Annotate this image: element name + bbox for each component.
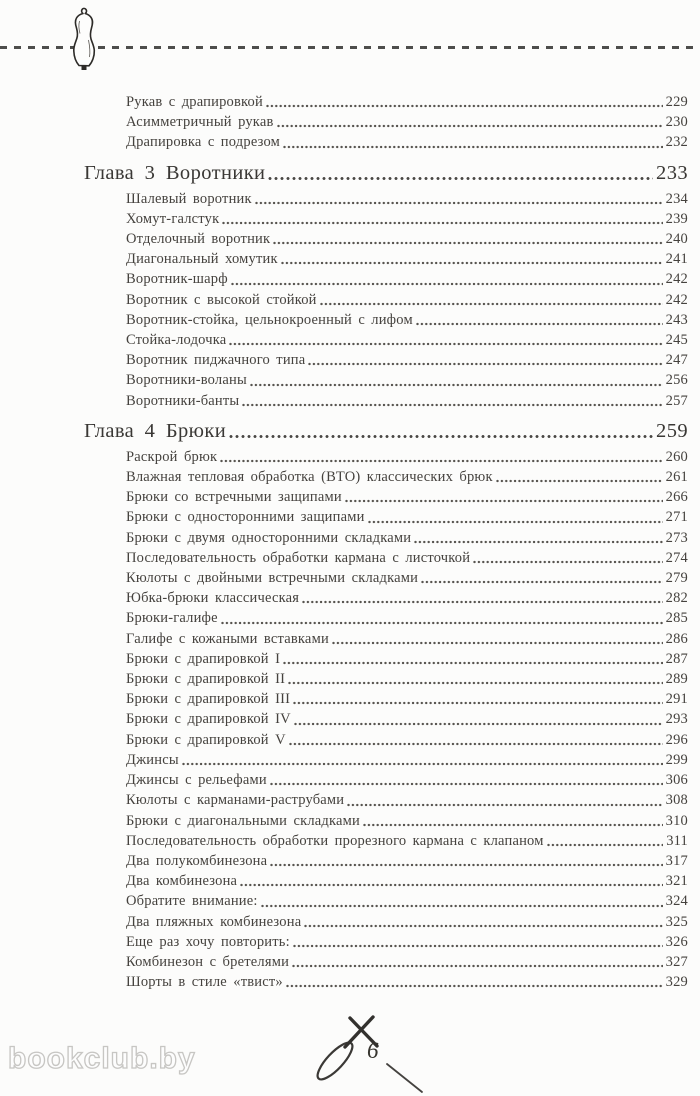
- toc-entry-row: [84, 750, 688, 770]
- toc-row-label: Воротник с высокой стойкой: [126, 291, 317, 308]
- dot-leader: [281, 261, 663, 265]
- toc-entry-row: [84, 249, 688, 269]
- toc-row-label: Кюлоты с карманами-раструбами: [126, 792, 345, 809]
- dot-leader: [363, 823, 663, 827]
- toc-row-label: Шалевый воротник: [126, 190, 252, 207]
- toc-row-page: 240: [665, 231, 688, 248]
- toc-row-label: Диагональный хомутик: [126, 251, 278, 268]
- toc-row-page: 229: [665, 94, 688, 110]
- toc-row-page: 247: [665, 352, 688, 369]
- toc-entry-row: [84, 310, 688, 330]
- toc-row-label: Воротники-банты: [126, 392, 240, 409]
- toc-row-label: Хомут-галстук: [126, 210, 220, 227]
- toc-row-label: Глава 3 Воротники: [84, 161, 266, 184]
- dot-leader: [273, 241, 662, 245]
- dress-form-icon: [60, 6, 108, 72]
- toc-row-label: Джинсы: [126, 751, 179, 768]
- dot-leader: [229, 434, 653, 439]
- toc-row-label: Еще раз хочу повторить:: [126, 933, 290, 950]
- dot-leader: [416, 322, 663, 326]
- toc-row-page: 274: [665, 549, 688, 566]
- toc-row-page: 245: [665, 332, 688, 349]
- dot-leader: [347, 803, 662, 807]
- dot-leader: [332, 641, 663, 645]
- toc-entry-row: [84, 189, 688, 209]
- toc-row-label: Два комбинезона: [126, 873, 238, 890]
- toc-row-page: 233: [656, 161, 688, 184]
- toc-entry-row: [84, 972, 688, 992]
- toc-entry-row: [84, 629, 688, 649]
- toc-row-label: Брюки с драпировкой IV: [126, 711, 291, 728]
- toc-row-page: 321: [665, 873, 688, 890]
- toc-row-page: 289: [665, 671, 688, 688]
- toc-entry-row: [84, 209, 688, 229]
- toc-row-label: Два пляжных комбинезона: [126, 913, 302, 930]
- dot-leader: [221, 621, 663, 625]
- toc-entry-row: [84, 669, 688, 689]
- toc-row-page: 325: [665, 913, 688, 930]
- dot-leader: [261, 904, 663, 908]
- toc-row-page: 310: [665, 812, 688, 829]
- toc-row-page: 242: [665, 291, 688, 308]
- toc-row-label: Глава 4 Брюки: [84, 419, 227, 442]
- toc-row-page: 299: [665, 751, 688, 768]
- toc-row-label: Шорты в стиле «твист»: [126, 974, 283, 991]
- toc-row-page: 266: [665, 489, 688, 506]
- toc-row-page: 261: [665, 469, 688, 486]
- toc-row-page: 257: [665, 392, 688, 409]
- dot-leader: [266, 104, 663, 108]
- toc-entry-row: [84, 608, 688, 628]
- toc-row-label: Юбка-брюки классическая: [126, 590, 300, 607]
- toc-entry-row: [84, 932, 688, 952]
- toc-row-label: Влажная тепловая обработка (ВТО) классических брюк: [126, 469, 493, 486]
- toc-row-page: 282: [665, 590, 688, 607]
- toc-row-label: Брюки с драпировкой I: [126, 650, 281, 667]
- toc-row-page: 239: [665, 210, 688, 227]
- dot-leader: [222, 221, 662, 225]
- toc-row-label: Асимметричный рукав: [126, 114, 274, 131]
- toc-entry-row: [84, 447, 688, 467]
- toc-entry-row: [84, 649, 688, 669]
- toc-row-page: 329: [665, 974, 688, 991]
- toc-entry-row: [84, 811, 688, 831]
- toc-row-page: 291: [665, 691, 688, 708]
- dot-leader: [289, 742, 663, 746]
- toc-entry-row: [84, 487, 688, 507]
- toc-entry-row: [84, 851, 688, 871]
- toc-entry-row: [84, 92, 688, 112]
- toc-row-page: 296: [665, 731, 688, 748]
- toc-row-page: 234: [665, 190, 688, 207]
- toc-row-page: 241: [665, 251, 688, 268]
- toc-row-label: Раскрой брюк: [126, 448, 218, 465]
- toc-row-page: 285: [665, 610, 688, 627]
- toc-entry-row: [84, 588, 688, 608]
- dot-leader: [368, 520, 663, 524]
- dot-leader: [496, 479, 663, 483]
- toc-row-page: 273: [665, 529, 688, 546]
- toc-row-page: 308: [665, 792, 688, 809]
- toc-row-page: 286: [665, 630, 688, 647]
- toc-row-label: Брюки с драпировкой II: [126, 671, 286, 688]
- dot-leader: [242, 403, 662, 407]
- toc-entry-row: [84, 689, 688, 709]
- toc-row-page: 326: [665, 933, 688, 950]
- dot-leader: [240, 883, 662, 887]
- toc-row-page: 306: [665, 772, 688, 789]
- dot-leader: [473, 560, 662, 564]
- toc-entry-row: [84, 831, 688, 851]
- toc-entry-row: [84, 770, 688, 790]
- dot-leader: [182, 762, 663, 766]
- dot-leader: [277, 124, 663, 128]
- toc-row-label: Брюки со встречными защипами: [126, 489, 342, 506]
- toc-entry-row: [84, 370, 688, 390]
- dot-leader: [250, 383, 663, 387]
- toc-entry-row: [84, 548, 688, 568]
- toc-row-label: Стойка-лодочка: [126, 332, 227, 349]
- toc-row-label: Брюки с односторонними защипами: [126, 509, 365, 526]
- dot-leader: [294, 722, 663, 726]
- toc-row-label: Отделочный воротник: [126, 231, 271, 248]
- dot-leader: [345, 499, 663, 503]
- toc-row-label: Обратите внимание:: [126, 893, 258, 910]
- toc-row-page: 311: [666, 832, 688, 849]
- toc-entry-row: [84, 132, 688, 152]
- dot-leader: [231, 282, 663, 286]
- dot-leader: [302, 600, 662, 604]
- toc-entry-row: [84, 709, 688, 729]
- toc-row-page: 271: [665, 509, 688, 526]
- toc-row-label: Комбинезон с бретелями: [126, 953, 290, 970]
- toc-row-label: Брюки-галифе: [126, 610, 218, 627]
- toc-row-page: 327: [665, 953, 688, 970]
- dot-leader: [308, 362, 662, 366]
- toc-chapter-row: [84, 418, 688, 444]
- dot-leader: [288, 681, 663, 685]
- toc-row-label: Воротник пиджачного типа: [126, 352, 306, 369]
- toc-entry-row: [84, 568, 688, 588]
- toc-row-page: 232: [665, 134, 688, 151]
- dot-leader: [293, 944, 663, 948]
- toc-row-label: Воротник-стойка, цельнокроенный с лифом: [126, 311, 413, 328]
- toc-entry-row: [84, 730, 688, 750]
- dot-leader: [304, 924, 662, 928]
- toc-entry-row: [84, 350, 688, 370]
- dot-leader: [229, 342, 662, 346]
- toc-entry-row: [84, 467, 688, 487]
- toc-entry-row: [84, 891, 688, 911]
- toc-row-label: Последовательность обработки прорезного кармана с клапаном: [126, 832, 544, 849]
- dot-leader: [283, 661, 663, 665]
- dot-leader: [270, 782, 663, 786]
- toc-row-label: Последовательность обработки кармана с листочкой: [126, 549, 471, 566]
- dot-leader: [255, 201, 663, 205]
- dot-leader: [293, 701, 662, 705]
- toc-row-label: Рукав с драпировкой: [126, 94, 263, 110]
- dot-leader: [292, 964, 663, 968]
- dot-leader: [270, 863, 662, 867]
- dot-leader: [268, 176, 653, 181]
- toc-row-label: Драпировка с подрезом: [126, 134, 281, 151]
- toc-row-page: 260: [665, 448, 688, 465]
- toc-entry-row: [84, 112, 688, 132]
- toc-entry-row: [84, 871, 688, 891]
- toc-entry-row: [84, 330, 688, 350]
- table-of-contents: [84, 92, 688, 992]
- toc-row-label: Воротник-шарф: [126, 271, 228, 288]
- toc-row-page: 279: [665, 570, 688, 587]
- toc-row-label: Брюки с двумя односторонними складками: [126, 529, 412, 546]
- toc-entry-row: [84, 790, 688, 810]
- toc-row-label: Воротники-воланы: [126, 372, 247, 389]
- toc-entry-row: [84, 229, 688, 249]
- toc-chapter-row: [84, 160, 688, 186]
- dot-leader: [283, 145, 663, 149]
- toc-row-page: 242: [665, 271, 688, 288]
- dot-leader: [547, 843, 664, 847]
- toc-row-page: 317: [665, 852, 688, 869]
- toc-entry-row: [84, 528, 688, 548]
- dot-leader: [320, 302, 663, 306]
- toc-entry-row: [84, 269, 688, 289]
- dot-leader: [220, 459, 662, 463]
- toc-row-label: Брюки с диагональными складками: [126, 812, 360, 829]
- dot-leader: [286, 984, 663, 988]
- watermark-bookclub: bookclub.by: [8, 1042, 196, 1075]
- toc-row-label: Джинсы с рельефами: [126, 772, 267, 789]
- toc-row-page: 230: [665, 114, 688, 131]
- toc-row-page: 293: [665, 711, 688, 728]
- toc-entry-row: [84, 391, 688, 411]
- toc-row-page: 259: [656, 419, 688, 442]
- dot-leader: [414, 540, 662, 544]
- toc-row-label: Кюлоты с двойными встречными складками: [126, 570, 419, 587]
- page-number: 6: [367, 1038, 379, 1063]
- toc-entry-row: [84, 912, 688, 932]
- toc-row-label: Брюки с драпировкой V: [126, 731, 286, 748]
- toc-row-page: 256: [665, 372, 688, 389]
- toc-row-page: 243: [665, 311, 688, 328]
- toc-row-page: 287: [665, 650, 688, 667]
- toc-row-label: Два полукомбинезона: [126, 852, 268, 869]
- toc-row-label: Галифе с кожаными вставками: [126, 630, 329, 647]
- dot-leader: [421, 580, 663, 584]
- toc-entry-row: [84, 290, 688, 310]
- toc-row-page: 324: [665, 893, 688, 910]
- toc-entry-row: [84, 507, 688, 527]
- toc-row-label: Брюки с драпировкой III: [126, 691, 291, 708]
- toc-entry-row: [84, 952, 688, 972]
